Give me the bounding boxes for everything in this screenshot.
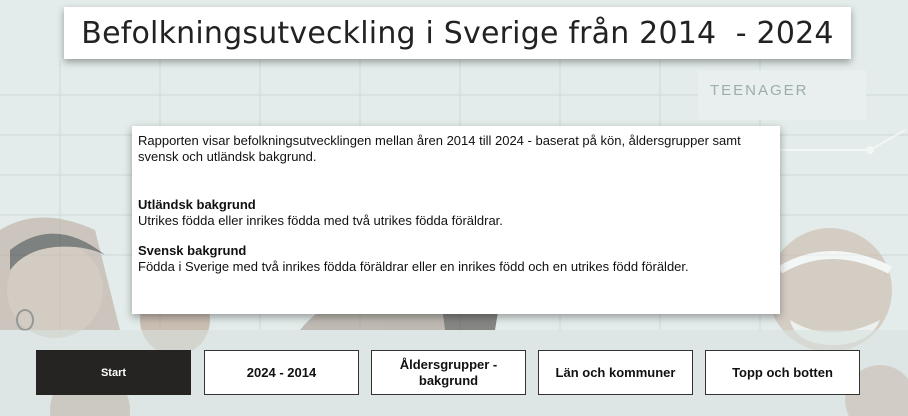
- section-swedish-background: [138, 243, 774, 275]
- title-card: [64, 7, 851, 59]
- nav-button-label: 2024 - 2014: [246, 364, 317, 380]
- nav-button-top-bottom[interactable]: [705, 350, 860, 395]
- section-text: Födda i Sverige med två inrikes födda föräldrar eller en inrikes född och en utrikes född förälder.: [138, 259, 689, 274]
- section-heading: Svensk bakgrund: [138, 243, 247, 258]
- page-title: Befolkningsutveckling i Sverige från 2014 - 2024: [81, 15, 834, 51]
- section-foreign-background: [138, 197, 774, 229]
- nav-button-label: Åldersgrupper - bakgrund: [399, 356, 498, 388]
- nav-button-counties-municipalities[interactable]: [538, 350, 693, 395]
- teenager-sign-text: TEENAGER: [710, 82, 809, 99]
- teenager-sign: [698, 70, 866, 120]
- nav-button-label: Län och kommuner: [555, 364, 676, 380]
- nav-button-age-groups-background[interactable]: [371, 350, 526, 395]
- nav-button-label: Topp och botten: [732, 364, 833, 380]
- section-heading: Utländsk bakgrund: [138, 197, 256, 212]
- info-panel: [132, 126, 780, 314]
- nav-button-start[interactable]: [36, 350, 191, 395]
- section-text: Utrikes födda eller inrikes födda med två utrikes födda föräldrar.: [138, 213, 503, 228]
- nav-button-2024-2014[interactable]: [204, 350, 359, 395]
- nav-button-label: Start: [100, 366, 127, 379]
- intro-text: Rapporten visar befolkningsutvecklingen mellan åren 2014 till 2024 - baserat på kön, åldersgrupper samt svensk och utländsk bakgrund.: [138, 133, 741, 164]
